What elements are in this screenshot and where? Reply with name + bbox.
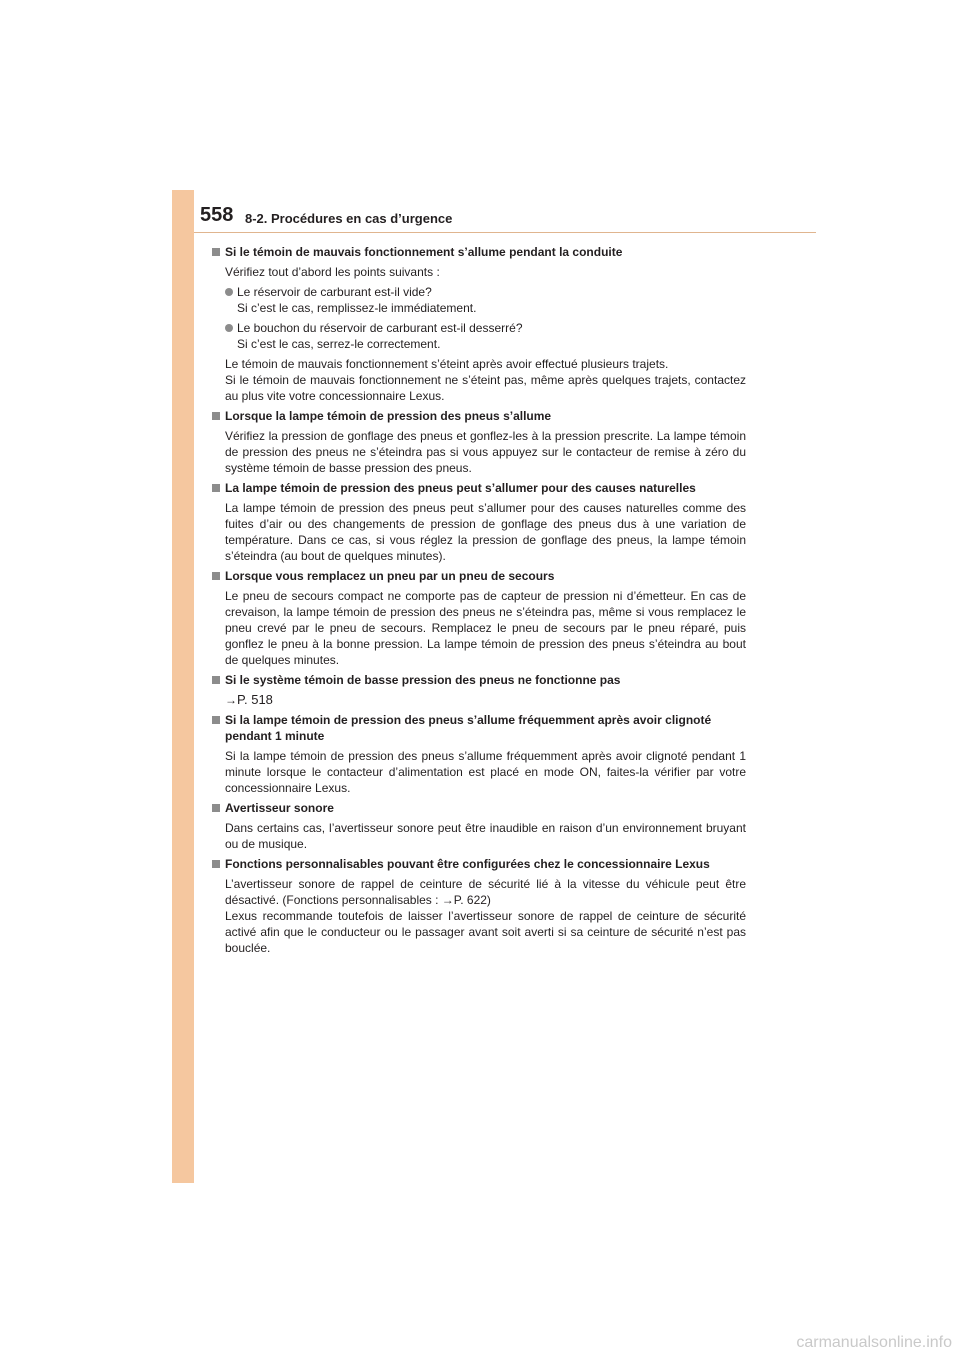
section-heading: Si la lampe témoin de pression des pneus s’allume fréquemment après avoir clignoté pendant 1 minute [212, 712, 746, 744]
section-natural-causes [212, 480, 746, 564]
page-number: 558 [200, 204, 234, 226]
square-bullet-icon [212, 248, 220, 256]
watermark: carmanualsonline.info [796, 1334, 952, 1351]
circle-bullet-icon [225, 288, 233, 296]
section-customizable-features [212, 856, 746, 956]
chapter-title: 8-2. Procédures en cas d’urgence [245, 211, 453, 226]
section-heading: Fonctions personnalisables pouvant être configurées chez le concessionnaire Lexus [212, 856, 746, 872]
square-bullet-icon [212, 484, 220, 492]
section-heading: Lorsque vous remplacez un pneu par un pneu de secours [212, 568, 746, 584]
section-heading: La lampe témoin de pression des pneus peut s’allumer pour des causes naturelles [212, 480, 746, 496]
square-bullet-icon [212, 804, 220, 812]
list-item: Le réservoir de carburant est-il vide? Si c’est le cas, remplissez-le immédiatement. [212, 284, 746, 316]
square-bullet-icon [212, 860, 220, 868]
square-bullet-icon [212, 716, 220, 724]
list-item: Le bouchon du réservoir de carburant est-il desserré? Si c’est le cas, serrez-le correctement. [212, 320, 746, 352]
section-heading: Avertisseur sonore [212, 800, 746, 816]
arrow-right-icon: → [225, 693, 237, 707]
paragraph: L’avertisseur sonore de rappel de ceinture de sécurité lié à la vitesse du véhicule peut être désactivé. (Fonctions personnalisables : →P. 622) [225, 877, 746, 907]
header-rule [194, 232, 816, 233]
paragraph: Si la lampe témoin de pression des pneus s’allume fréquemment après avoir clignoté pendant 1 minute lorsque le contacteur d’alimentation est placé en mode ON, faites-la vérifier par votre concessionnaire Lexus. [225, 749, 746, 795]
section-malfunction-indicator [212, 244, 746, 404]
side-color-band [172, 190, 194, 1183]
page-content [212, 244, 746, 960]
section-tire-pressure-light [212, 408, 746, 476]
section-buzzer [212, 800, 746, 852]
square-bullet-icon [212, 676, 220, 684]
circle-bullet-icon [225, 324, 233, 332]
arrow-right-icon: → [441, 893, 454, 907]
square-bullet-icon [212, 572, 220, 580]
section-heading: Lorsque la lampe témoin de pression des pneus s’allume [212, 408, 746, 424]
section-heading: Si le système témoin de basse pression des pneus ne fonctionne pas [212, 672, 746, 688]
section-heading: Si le témoin de mauvais fonctionnement s’allume pendant la conduite [212, 244, 746, 260]
section-frequent-lighting [212, 712, 746, 796]
paragraph: La lampe témoin de pression des pneus peut s’allumer pour des causes naturelles comme des fuites d’air ou des changements de pression de gonflage des pneus dus à une variation de température. Dans ce cas, si vous réglez la pression de gonflage des pneus, la lampe témoin s’éteindra (au bout de quelques minutes). [225, 501, 746, 563]
paragraph: Dans certains cas, l’avertisseur sonore peut être inaudible en raison d’un environnement bruyant ou de musique. [225, 821, 746, 851]
section-system-not-working [212, 672, 746, 708]
paragraph: Le témoin de mauvais fonctionnement s’éteint après avoir effectué plusieurs trajets. [225, 357, 669, 371]
paragraph: Lexus recommande toutefois de laisser l’avertisseur sonore de rappel de ceinture de sécurité activé afin que le conducteur ou le passager avant soit averti si sa ceinture de sécurité n’est pas bouclée. [225, 909, 746, 955]
square-bullet-icon [212, 412, 220, 420]
page-reference[interactable]: →P. 518 [225, 692, 273, 707]
page-reference[interactable]: P. 622) [453, 893, 491, 907]
paragraph: Vérifiez tout d’abord les points suivants : [225, 265, 440, 279]
section-spare-tire [212, 568, 746, 668]
paragraph: Si le témoin de mauvais fonctionnement ne s’éteint pas, même après quelques trajets, contactez au plus vite votre concessionnaire Lexus. [225, 373, 746, 403]
paragraph: Le pneu de secours compact ne comporte pas de capteur de pression ni d’émetteur. En cas de crevaison, la lampe témoin de pression des pneus ne s’éteindra pas, même si vous remplacez le pneu crevé par le pneu de secours. Remplacez le pneu de secours par le pneu réparé, puis gonflez le pneu à la bonne pression. La lampe témoin de pression des pneus s’éteindra au bout de quelques minutes. [225, 589, 746, 667]
paragraph: Vérifiez la pression de gonflage des pneus et gonflez-les à la pression prescrite. La lampe témoin de pression des pneus ne s’éteindra pas si vous appuyez sur le contacteur de remise à zéro du système témoin de basse pression des pneus. [225, 429, 746, 475]
